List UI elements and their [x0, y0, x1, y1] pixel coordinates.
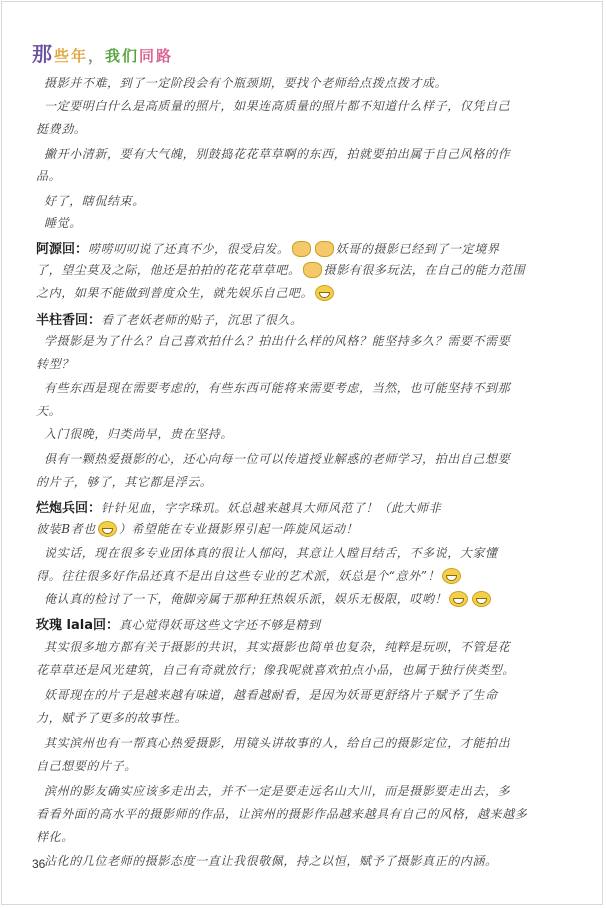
grin-emoji-icon — [98, 521, 117, 537]
body-line: 看看外面的高水平的摄影师的作品，让滨州的摄影作品越来越具有自己的风格，越来越多 — [36, 807, 528, 821]
header-char-1: 那 — [32, 42, 54, 66]
body-line: 好了，瞎侃结束。 — [44, 194, 145, 208]
reply-text: 了，望尘莫及之际，他还是拍拍的花花草草吧。 — [36, 263, 301, 277]
reply-lanpao-line — [36, 567, 463, 585]
body-line: 转型？ — [36, 357, 74, 371]
clap-emoji-icon — [292, 241, 311, 257]
body-line: 品。 — [36, 169, 62, 183]
reply-author-suffix: 回： — [75, 501, 102, 516]
body-line: 滨州的影友确实应该多走出去，并不一定是要走远名山大川，而是摄影要走出去，多 — [44, 784, 511, 798]
body-line: 自己想要的片子。 — [36, 759, 137, 773]
reply-text: 唠唠叨叨说了还真不少，很受启发。 — [88, 242, 290, 256]
reply-author-name: 烂炮兵 — [36, 501, 76, 516]
grin-emoji-icon — [442, 568, 461, 584]
body-line: 花草草还是风光建筑，自己有奇就放行；像我呢就喜欢拍点小品，也属于独行侠类型。 — [36, 663, 515, 677]
reply-text: 摄影有很多玩法，在自己的能力范围 — [323, 263, 526, 277]
reply-lanpao-line — [44, 590, 493, 608]
body-line: 说实话，现在很多专业团体真的很让人郁闷，其意让人瞠目结舌，不多说，大家懂 — [44, 546, 498, 560]
grin-emoji-icon — [315, 285, 334, 301]
page-number: 36 — [32, 857, 46, 871]
fist-emoji-icon — [315, 241, 334, 257]
body-line: 其实滨州也有一帮真心热爱摄影，用镜头讲故事的人，给自己的摄影定位，才能拍出 — [44, 736, 511, 750]
body-line: 摄影并不难，到了一定阶段会有个瓶颈期，要找个老师给点拨点拨才成。 — [44, 76, 448, 90]
body-line: 入门很晚，归类尚早，贵在坚持。 — [44, 427, 234, 441]
reply-ayuan-line — [36, 284, 336, 302]
header-char-3: 我们 — [105, 47, 140, 65]
reply-author-suffix: 回： — [62, 242, 89, 257]
reply-author-suffix: 回： — [92, 618, 119, 633]
reply-text: 得。往往很多好作品还真不是出自这些专业的艺术派，妖总是个“意外”！ — [36, 569, 441, 583]
body-line: 俱有一颗热爱摄影的心，还心向每一位可以传道授业解惑的老师学习，拍出自己想要 — [44, 452, 511, 466]
thumb-emoji-icon — [303, 262, 322, 278]
body-line: 力，赋予了更多的故事性。 — [36, 711, 188, 725]
header-char-2: 些年 — [54, 47, 89, 65]
body-line: 的片子，够了，其它都是浮云。 — [36, 475, 213, 489]
grin-emoji-icon — [472, 591, 491, 607]
reply-text: 妖哥的摄影已经到了一定境界 — [335, 242, 500, 256]
reply-text: ）希望能在专业摄影界引起一阵旋风运动！ — [118, 522, 359, 536]
reply-text: 俺认真的检讨了一下，俺脚旁属于那种狂热娱乐派，娱乐无极限，哎哟！ — [44, 592, 448, 606]
reply-text: 看了老妖老师的贴子，沉思了很久。 — [101, 313, 303, 327]
body-line: 样化。 — [36, 830, 74, 844]
grin-emoji-icon — [449, 591, 468, 607]
header-comma: ， — [88, 47, 106, 65]
body-line: 有些东西是现在需要考虑的，有些东西可能将来需要考虑，当然，也可能坚持不到那 — [44, 381, 511, 395]
body-line: 沾化的几位老师的摄影态度一直让我很敬佩，持之以恒，赋予了摄影真正的内涵。 — [44, 854, 498, 868]
reply-text: 针针见血，字字珠玑。妖总越来越具大师风范了！（此大师非 — [101, 501, 442, 515]
page-header — [32, 38, 173, 67]
reply-author-suffix: 回： — [75, 313, 102, 328]
header-char-4: 同路 — [139, 47, 174, 65]
reply-author-name: 玫瑰 lala — [36, 618, 93, 633]
body-line: 挺费劲。 — [36, 122, 87, 136]
reply-lanpao-line — [36, 520, 358, 538]
reply-banzhu-line — [36, 309, 303, 328]
body-line: 一定要明白什么是高质量的照片，如果连高质量的照片都不知道什么样子，仅凭自己 — [44, 99, 511, 113]
reply-text: 之内，如果不能做到普度众生，就先娱乐自己吧。 — [36, 286, 314, 300]
reply-ayuan-line — [36, 261, 525, 279]
reply-author-name: 半柱香 — [36, 313, 76, 328]
body-line: 学摄影是为了什么？自己喜欢拍什么？拍出什么样的风格？能坚持多久？需要不需要 — [44, 334, 511, 348]
body-line: 睡觉。 — [44, 216, 82, 230]
body-line: 其实很多地方都有关于摄影的共识，其实摄影也简单也复杂，纯粹是玩呗，不管是花 — [44, 640, 511, 654]
body-line: 撇开小清新，要有大气魄，别鼓捣花花草草啊的东西，拍就要拍出属于自己风格的作 — [44, 147, 511, 161]
reply-lanpao-line — [36, 497, 441, 516]
reply-ayuan-line — [36, 238, 499, 258]
reply-meigui-line — [36, 614, 321, 633]
reply-author-name: 阿源 — [36, 242, 63, 257]
reply-text: 真心觉得妖哥这些文字还不够是精到 — [119, 618, 321, 632]
body-line: 妖哥现在的片子是越来越有味道，越看越耐看，是因为妖哥更舒络片子赋予了生命 — [44, 688, 498, 702]
body-line: 天。 — [36, 404, 62, 418]
reply-text: 彼装B者也 — [36, 522, 96, 536]
